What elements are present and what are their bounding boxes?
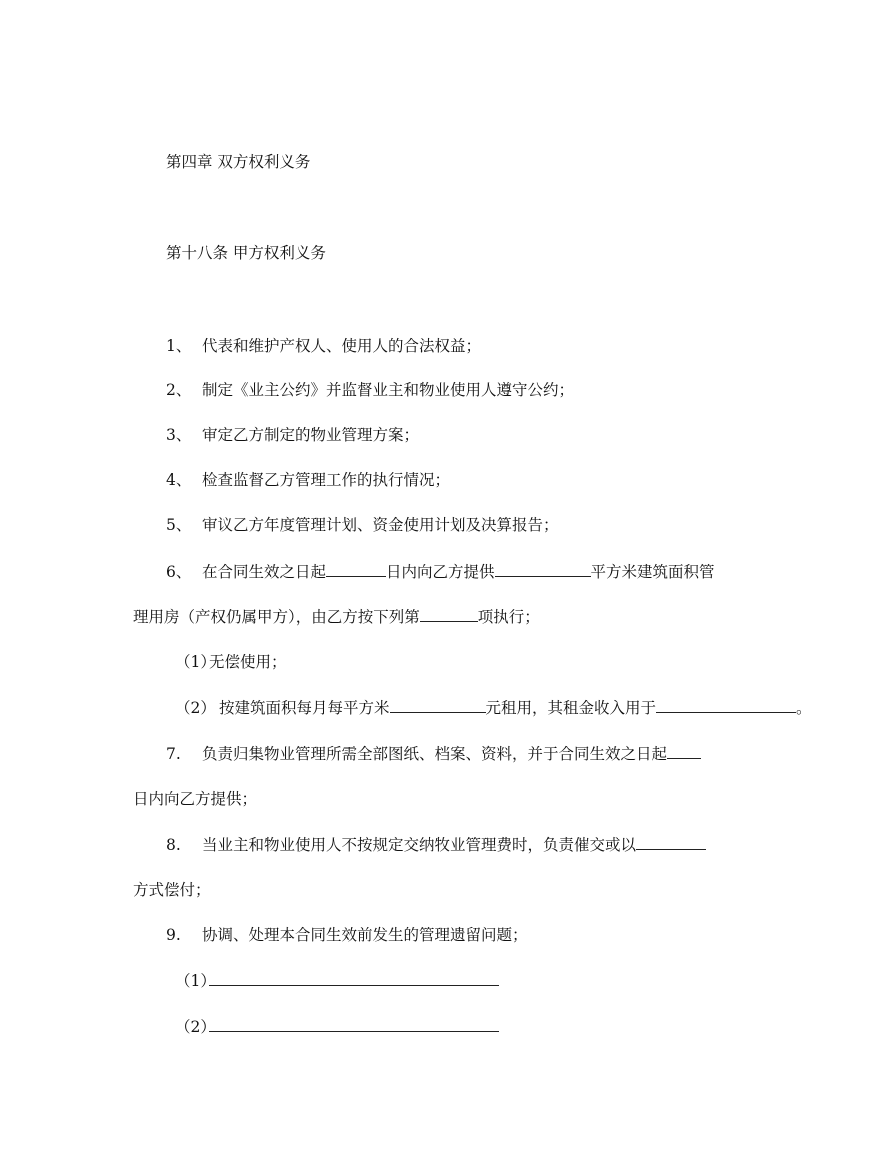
blank-field (656, 697, 796, 713)
item-number: 6、 (166, 563, 192, 581)
sub-item-text: 按建筑面积每月每平方米 (219, 699, 390, 717)
item-text: 审定乙方制定的物业管理方案； (202, 426, 420, 444)
item-text: 日内向乙方提供 (386, 563, 495, 581)
list-item (166, 470, 450, 490)
item-text: 负责归集物业管理所需全部图纸、档案、资料，并于合同生效之日起 (202, 745, 668, 763)
item-text: 平方米建筑面积管 (590, 563, 715, 581)
item-text: 审议乙方年度管理计划、资金使用计划及决算报告； (202, 516, 559, 534)
item-number: 9. (166, 926, 181, 944)
sub-item (175, 652, 287, 672)
blank-field (326, 561, 386, 577)
item-text: 方式偿付； (133, 881, 211, 899)
list-item-continuation (133, 606, 540, 627)
item-text: 理用房（产权仍属甲方），由乙方按下列第 (133, 608, 420, 626)
list-item (166, 561, 715, 582)
list-item (166, 834, 706, 855)
item-number: 4、 (166, 471, 192, 489)
item-text: 项执行； (477, 608, 540, 626)
item-number: 5、 (166, 516, 192, 534)
article-title: 第十八条 甲方权利义务 (166, 244, 326, 262)
sub-item (175, 697, 812, 718)
sub-item-text: 无偿使用； (209, 653, 287, 671)
item-text: 在合同生效之日起 (202, 563, 327, 581)
list-item-continuation (133, 880, 211, 900)
item-number: 3、 (166, 426, 192, 444)
list-item (166, 743, 701, 764)
list-item (166, 515, 559, 535)
blank-field (495, 561, 591, 577)
item-text: 协调、处理本合同生效前发生的管理遗留问题； (202, 926, 528, 944)
item-number: 1、 (166, 337, 192, 355)
sub-item (175, 1016, 499, 1037)
sub-item-number: （1） (175, 972, 216, 990)
sub-item-number: （2） (175, 1018, 216, 1036)
item-text: 制定《业主公约》并监督业主和物业使用人遵守公约； (202, 381, 575, 399)
sub-item-number: （1） (175, 653, 216, 671)
blank-field (420, 606, 478, 622)
blank-field (209, 970, 499, 986)
sub-item (175, 970, 499, 991)
list-item-continuation (133, 789, 257, 809)
item-text: 当业主和物业使用人不按规定交纳牧业管理费时，负责催交或以 (202, 836, 637, 854)
chapter-title: 第四章 双方权利义务 (166, 153, 311, 171)
item-number: 8. (166, 836, 181, 854)
sub-item-text: 元租用，其租金收入用于 (485, 699, 657, 717)
list-item (166, 925, 528, 945)
item-text: 日内向乙方提供； (133, 790, 258, 808)
list-item (166, 425, 419, 445)
blank-field (667, 743, 701, 759)
list-item (166, 336, 481, 356)
sub-item-number: （2） (175, 699, 216, 717)
blank-field (209, 1016, 499, 1032)
blank-field (390, 697, 486, 713)
item-number: 2、 (166, 381, 192, 399)
item-number: 7. (166, 745, 181, 763)
item-text: 检查监督乙方管理工作的执行情况； (202, 471, 451, 489)
list-item (166, 380, 574, 400)
sub-item-text: 。 (796, 699, 812, 717)
item-text: 代表和维护产权人、使用人的合法权益； (202, 337, 482, 355)
blank-field (636, 834, 706, 850)
